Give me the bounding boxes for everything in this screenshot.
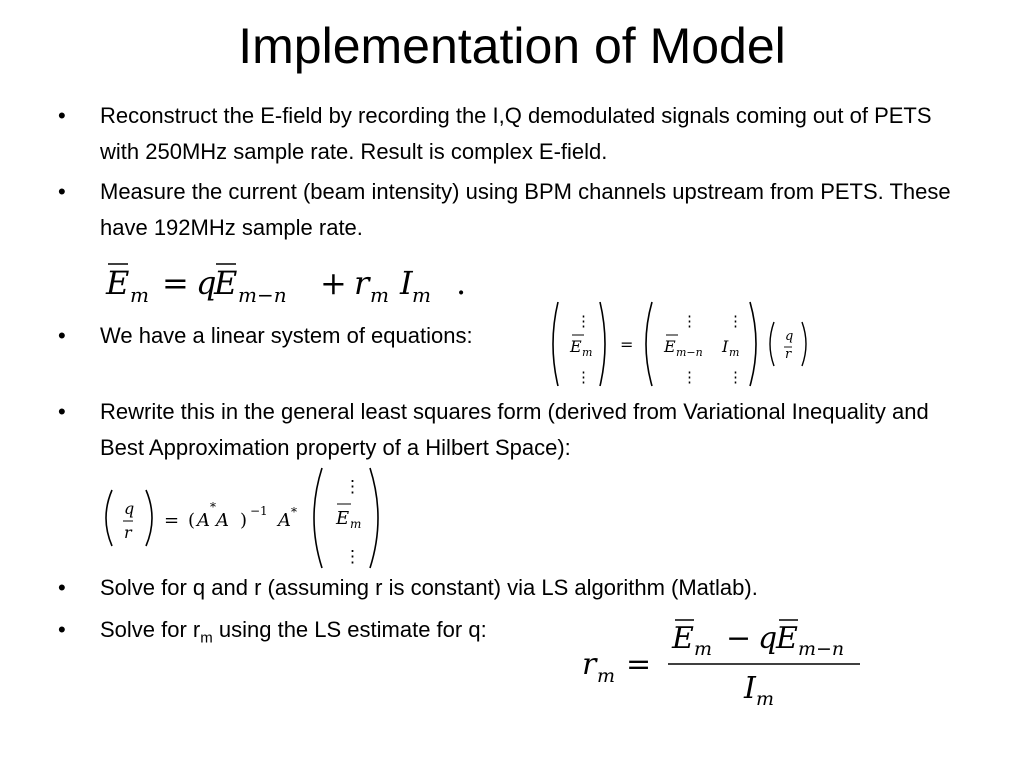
equals-sign: = xyxy=(162,264,189,302)
bullet-text-prefix: Solve for r xyxy=(100,617,201,642)
least-squares-equation xyxy=(100,466,400,572)
close-paren: ) xyxy=(240,510,248,531)
bullet-dot: • xyxy=(58,179,66,204)
left-paren xyxy=(646,302,652,386)
symbol-E: E xyxy=(106,264,130,302)
bullet-dot: • xyxy=(58,617,66,642)
symbol-E: E xyxy=(664,337,676,356)
subscript-m-n: m−n xyxy=(676,346,703,359)
symbol-q: q xyxy=(196,264,217,302)
symbol-r: r xyxy=(785,347,792,362)
slide-title: Implementation of Model xyxy=(238,18,786,74)
symbol-E: E xyxy=(214,264,238,302)
right-paren xyxy=(370,468,378,568)
symbol-q: q xyxy=(124,499,135,518)
symbol-E: E xyxy=(776,621,798,656)
inverse-exponent: −1 xyxy=(250,504,268,518)
equals-sign: = xyxy=(620,335,634,354)
subscript-m: m xyxy=(130,283,149,307)
symbol-r: r xyxy=(124,523,132,542)
equals-sign: = xyxy=(626,647,652,682)
vdots: ⋮ xyxy=(728,312,743,330)
symbol-I: I xyxy=(744,671,756,706)
bullet-text-subscript: m xyxy=(200,629,213,647)
right-paren xyxy=(750,302,756,386)
bullet-dot: • xyxy=(58,323,66,348)
symbol-r: r xyxy=(582,647,597,682)
subscript-m: m xyxy=(597,665,616,687)
symbol-q: q xyxy=(758,621,778,656)
symbol-E: E xyxy=(336,508,350,529)
minus-sign: − xyxy=(726,621,752,656)
left-paren xyxy=(106,490,112,546)
subscript-m: m xyxy=(582,346,593,359)
vdots: ⋮ xyxy=(682,368,697,386)
bullet-text: Measure the current (beam intensity) using BPM channels upstream from PETS. These have 192MHz sample rate. xyxy=(100,179,951,240)
left-paren xyxy=(314,468,322,568)
vdots: ⋮ xyxy=(344,477,361,497)
subscript-m: m xyxy=(412,283,431,307)
subscript-m: m xyxy=(350,517,362,531)
subscript-m-n: m−n xyxy=(238,283,287,307)
right-paren xyxy=(600,302,605,386)
vdots: ⋮ xyxy=(728,368,743,386)
conjugate-star: * xyxy=(291,505,297,519)
left-paren xyxy=(553,302,558,386)
bullet-text: We have a linear system of equations: xyxy=(100,323,473,348)
symbol-r: r xyxy=(354,264,370,302)
vdots: ⋮ xyxy=(682,312,697,330)
symbol-E: E xyxy=(570,337,582,356)
subscript-m: m xyxy=(729,346,740,359)
bullet-dot: • xyxy=(58,399,66,424)
left-paren xyxy=(770,322,774,366)
symbol-A: A xyxy=(216,510,229,531)
bullet-text: Reconstruct the E-field by recording the I,Q demodulated signals coming out of PETS with 250MHz sample rate. Result is complex E-field. xyxy=(100,103,932,164)
subscript-m: m xyxy=(694,638,713,660)
open-paren: ( xyxy=(188,510,196,531)
bullet-text: Solve for q and r (assuming r is constant) via LS algorithm (Matlab). xyxy=(100,575,758,600)
vdots: ⋮ xyxy=(344,547,361,567)
bullet-text: Rewrite this in the general least squares form (derived from Variational Inequality and Best Approximation property of a Hilbert Space): xyxy=(100,399,929,460)
symbol-A: A xyxy=(278,510,291,531)
symbol-q: q xyxy=(785,329,794,344)
vdots: ⋮ xyxy=(576,368,591,386)
subscript-m: m xyxy=(756,688,775,710)
plus-sign: + xyxy=(320,264,347,302)
bullet-dot: • xyxy=(58,575,66,600)
vdots: ⋮ xyxy=(576,312,591,330)
rm-equation xyxy=(580,614,870,710)
symbol-E: E xyxy=(672,621,694,656)
period: . xyxy=(456,264,467,302)
right-paren xyxy=(802,322,806,366)
bullet-text-suffix: using the LS estimate for q: xyxy=(212,617,487,642)
symbol-I: I xyxy=(722,337,729,356)
bullet-dot: • xyxy=(58,103,66,128)
system-equation xyxy=(548,298,818,390)
equals-sign: = xyxy=(164,510,180,531)
right-paren xyxy=(146,490,152,546)
subscript-m: m xyxy=(370,283,389,307)
subscript-m-n: m−n xyxy=(798,638,845,660)
conjugate-star: * xyxy=(210,500,216,514)
symbol-I: I xyxy=(400,264,413,302)
symbol-A: A xyxy=(197,510,210,531)
model-equation xyxy=(104,254,484,307)
